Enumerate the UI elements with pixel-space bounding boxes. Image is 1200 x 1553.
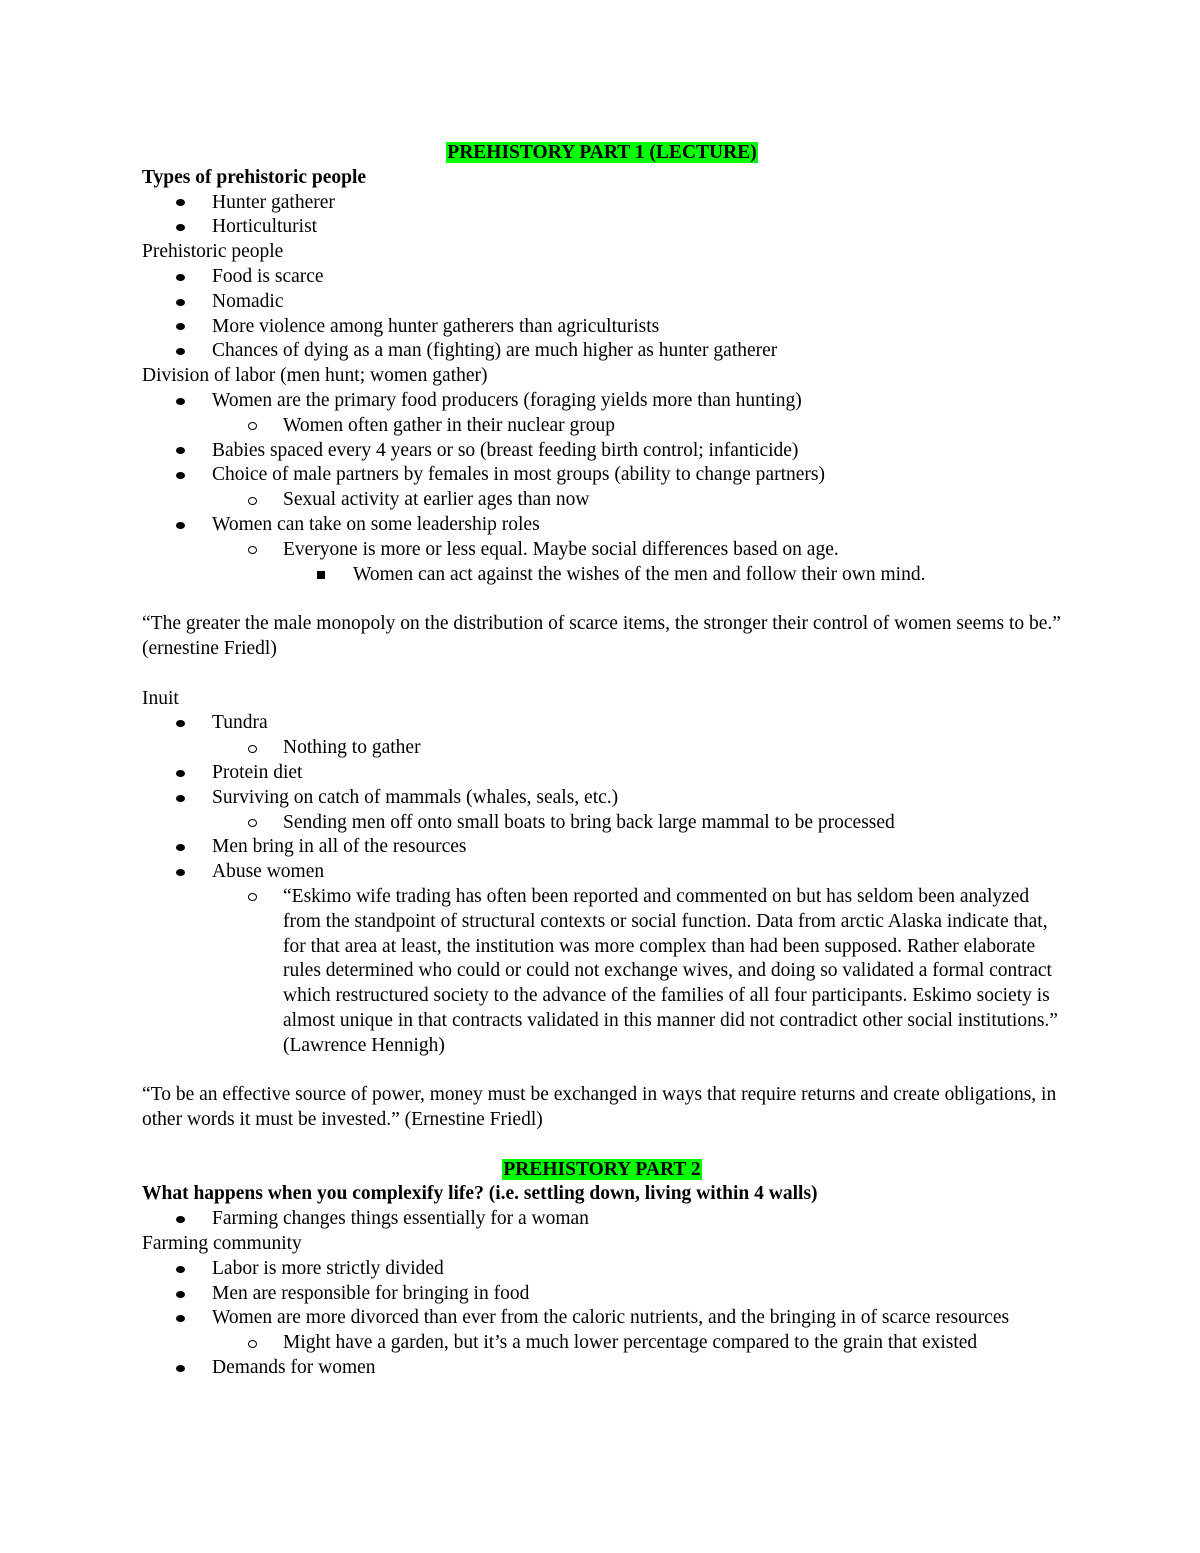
inuit-list xyxy=(142,711,1062,1058)
bullet-dot-icon xyxy=(176,463,185,488)
blank-line xyxy=(142,587,1062,612)
bullet-dot-icon xyxy=(176,215,185,240)
bullet-dot-icon xyxy=(176,860,185,885)
bullet-dot-icon xyxy=(176,439,185,464)
list-item: Men are responsible for bringing in food xyxy=(142,1282,1062,1307)
list-item: Women are the primary food producers (foraging yields more than hunting) xyxy=(142,389,1062,414)
sub-list-item: Nothing to gather xyxy=(142,736,1062,761)
bullet-circle-icon xyxy=(248,488,257,513)
sub-sub-list-item: Women can act against the wishes of the men and follow their own mind. xyxy=(142,563,1062,588)
farming-label: Farming community xyxy=(142,1233,302,1255)
list-item: Horticulturist xyxy=(142,215,1062,240)
list-item: Hunter gatherer xyxy=(142,191,1062,216)
bullet-dot-icon xyxy=(176,191,185,216)
bullet-circle-icon xyxy=(248,885,257,910)
sub-list-item: Sexual activity at earlier ages than now xyxy=(142,488,1062,513)
bullet-dot-icon xyxy=(176,786,185,811)
bullet-dot-icon xyxy=(176,513,185,538)
types-heading: Types of prehistoric people xyxy=(142,166,367,188)
bullet-dot-icon xyxy=(176,1282,185,1307)
bullet-circle-icon xyxy=(248,414,257,439)
bullet-dot-icon xyxy=(176,711,185,736)
farming-list xyxy=(142,1257,1062,1381)
bullet-dot-icon xyxy=(176,1257,185,1282)
bullet-dot-icon xyxy=(176,265,185,290)
list-item: Surviving on catch of mammals (whales, seals, etc.) xyxy=(142,786,1062,811)
bullet-dot-icon xyxy=(176,761,185,786)
list-item: Food is scarce xyxy=(142,265,1062,290)
list-item: Chances of dying as a man (fighting) are much higher as hunter gatherer xyxy=(142,339,1062,364)
list-item: Women are more divorced than ever from the caloric nutrients, and the bringing in of scarce resources xyxy=(142,1306,1062,1331)
part2-title xyxy=(142,1158,1062,1183)
part2-title-highlight: PREHISTORY PART 2 xyxy=(503,1158,701,1180)
bullet-dot-icon xyxy=(176,315,185,340)
sub-list-item: Everyone is more or less equal. Maybe social differences based on age. xyxy=(142,538,1062,563)
sub-list-item: Might have a garden, but it’s a much lower percentage compared to the grain that existed xyxy=(142,1331,1062,1356)
part2-intro-list xyxy=(142,1207,1062,1232)
division-label: Division of labor (men hunt; women gather) xyxy=(142,365,488,387)
list-item: Labor is more strictly divided xyxy=(142,1257,1062,1282)
bullet-dot-icon xyxy=(176,339,185,364)
sub-list-item: “Eskimo wife trading has often been reported and commented on but has seldom been analyzed from the standpoint of structural contexts or social function. Data from arctic Alaska indicate that, for that area at least, the institution was more complex than had been supposed. Rather elaborate rules determined who could or could not exchange wives, and doing so validated a formal contract which restructured society to the advance of the families of all four participants. Eskimo society is almost unique in that contracts validated in this manner did not contradict other social institutions.” (Lawrence Hennigh) xyxy=(142,885,1062,1059)
bullet-circle-icon xyxy=(248,538,257,563)
list-item: Women can take on some leadership roles xyxy=(142,513,1062,538)
inuit-label: Inuit xyxy=(142,687,179,709)
prehistoric-label: Prehistoric people xyxy=(142,241,284,263)
bullet-dot-icon xyxy=(176,1306,185,1331)
bullet-circle-icon xyxy=(248,736,257,761)
part2-heading: What happens when you complexify life? (i.e. settling down, living within 4 walls) xyxy=(142,1183,818,1205)
bullet-dot-icon xyxy=(176,1356,185,1381)
bullet-dot-icon xyxy=(176,835,185,860)
list-item: Abuse women xyxy=(142,860,1062,885)
list-item: Farming changes things essentially for a woman xyxy=(142,1207,1062,1232)
types-list xyxy=(142,191,1062,241)
blank-line xyxy=(142,1133,1062,1158)
part1-title xyxy=(142,141,1062,166)
bullet-dot-icon xyxy=(176,290,185,315)
list-item: Men bring in all of the resources xyxy=(142,835,1062,860)
division-list xyxy=(142,389,1062,587)
bullet-circle-icon xyxy=(248,1331,257,1356)
sub-list-item: Sending men off onto small boats to bring back large mammal to be processed xyxy=(142,811,1062,836)
document-page xyxy=(142,141,1062,1381)
list-item: Babies spaced every 4 years or so (breast feeding birth control; infanticide) xyxy=(142,439,1062,464)
prehistoric-list xyxy=(142,265,1062,364)
sub-list-item: Women often gather in their nuclear group xyxy=(142,414,1062,439)
part1-title-highlight: PREHISTORY PART 1 (LECTURE) xyxy=(447,142,757,163)
list-item: Tundra xyxy=(142,711,1062,736)
list-item: More violence among hunter gatherers than agriculturists xyxy=(142,315,1062,340)
blank-line xyxy=(142,1058,1062,1083)
list-item: Choice of male partners by females in most groups (ability to change partners) xyxy=(142,463,1062,488)
friedl-quote-2: “To be an effective source of power, money must be exchanged in ways that require returns and create obligations, in other words it must be invested.” (Ernestine Friedl) xyxy=(142,1084,1057,1131)
bullet-square-icon xyxy=(317,563,325,588)
bullet-dot-icon xyxy=(176,389,185,414)
list-item: Protein diet xyxy=(142,761,1062,786)
friedl-quote-1: “The greater the male monopoly on the distribution of scarce items, the stronger their control of women seems to be.” (ernestine Friedl) xyxy=(142,613,1061,659)
list-item: Demands for women xyxy=(142,1356,1062,1381)
blank-line xyxy=(142,662,1062,687)
bullet-dot-icon xyxy=(176,1207,185,1232)
list-item: Nomadic xyxy=(142,290,1062,315)
bullet-circle-icon xyxy=(248,811,257,836)
